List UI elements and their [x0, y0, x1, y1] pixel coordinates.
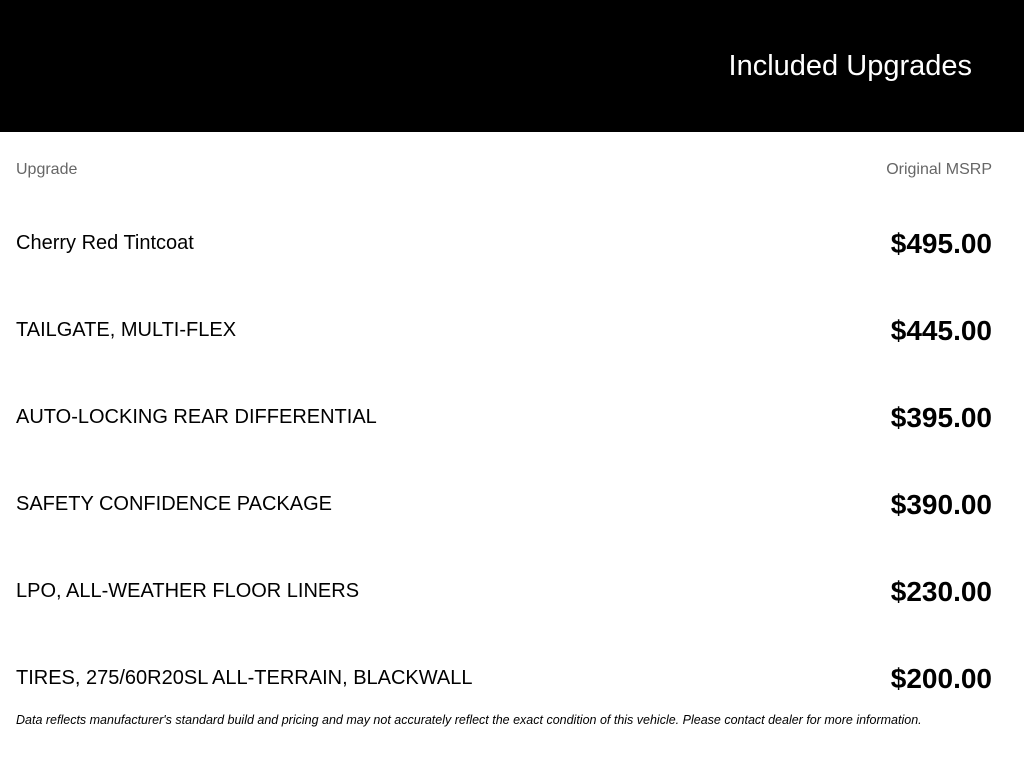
upgrade-price: $390.00 — [890, 488, 992, 520]
table-row — [16, 200, 992, 287]
table-row — [16, 635, 992, 722]
upgrade-price: $395.00 — [890, 401, 992, 433]
table-row — [16, 548, 992, 635]
upgrade-name: AUTO-LOCKING REAR DIFFERENTIAL — [16, 406, 377, 428]
upgrade-price: $445.00 — [890, 314, 992, 346]
table-body — [16, 200, 992, 722]
upgrade-name: TAILGATE, MULTI-FLEX — [16, 319, 237, 341]
column-header-msrp: Original MSRP — [886, 161, 992, 178]
disclaimer-text: Data reflects manufacturer's standard build and pricing and may not accurately reflect the exact condition of this vehicle. Please contact dealer for more information. — [16, 713, 922, 727]
upgrade-price: $495.00 — [890, 227, 992, 259]
column-header-upgrade: Upgrade — [16, 161, 78, 178]
table-header — [16, 132, 992, 208]
upgrades-table — [0, 132, 1024, 722]
upgrade-price: $230.00 — [890, 575, 992, 607]
table-row — [16, 374, 992, 461]
upgrade-name: LPO, ALL-WEATHER FLOOR LINERS — [16, 580, 360, 602]
upgrade-name: TIRES, 275/60R20SL ALL-TERRAIN, BLACKWALL — [16, 667, 473, 689]
table-row — [16, 287, 992, 374]
upgrade-price: $200.00 — [890, 662, 992, 694]
header-bar — [0, 0, 1024, 132]
table-row — [16, 461, 992, 548]
page-title: Included Upgrades — [728, 50, 972, 82]
upgrade-name: SAFETY CONFIDENCE PACKAGE — [16, 493, 332, 515]
upgrade-name: Cherry Red Tintcoat — [16, 232, 194, 254]
